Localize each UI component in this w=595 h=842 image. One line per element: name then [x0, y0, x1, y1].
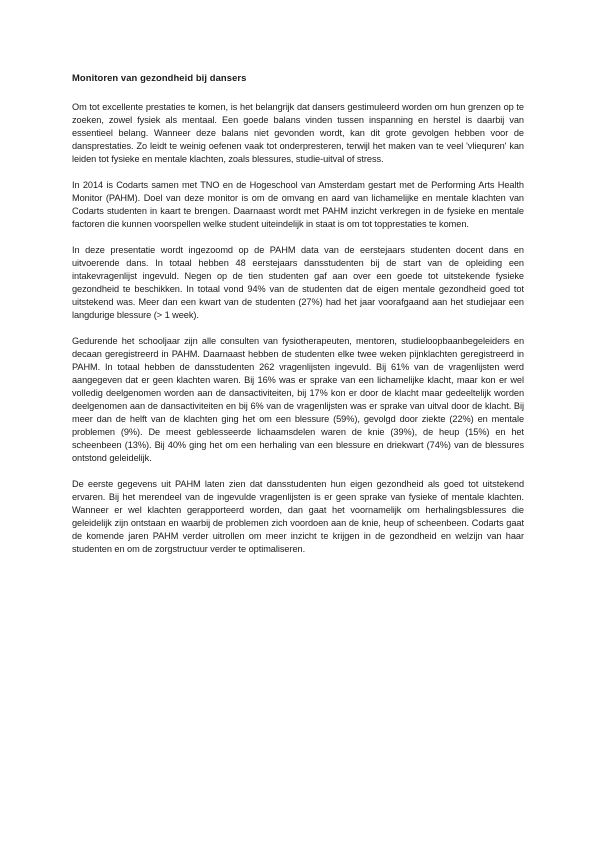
document-page	[72, 72, 524, 569]
paragraph-pahm-background: In 2014 is Codarts samen met TNO en de Hogeschool van Amsterdam gestart met de Performing Arts Health Monitor (PAHM). Doel van deze monitor is om de omvang en aard van lichamelijke en mentale klachten van Codarts studenten in kaart te brengen. Daarnaast wordt met PAHM inzicht verkregen in de fysieke en mentale factoren die kunnen voorspellen welke student uiteindelijk in staat is om tot topprestaties te komen.	[72, 180, 524, 229]
paragraph-first-year-intake: In deze presentatie wordt ingezoomd op de PAHM data van de eerstejaars studenten docent dans en uitvoerende dans. In totaal hebben 48 eerstejaars dansstudenten bij de start van de opleiding een intakevragenlijst ingevuld. Negen op de tien studenten gaf aan over een goede tot uitstekende fysieke gezondheid te beschikken. In totaal vond 94% van de studenten dat de eigen mentale gezondheid goed tot uitstekend was. Meer dan een kwart van de studenten (27%) had het jaar voorafgaand aan het studiejaar een langdurige blessure (> 1 week).	[72, 245, 524, 320]
paragraph-intro: Om tot excellente prestaties te komen, is het belangrijk dat dansers gestimuleerd worden om hun grenzen op te zoeken, zowel fysiek als mentaal. Een goede balans vinden tussen inspanning en herstel is daarbij van essentieel belang. Wanneer deze balans niet gevonden wordt, kan dit grote gevolgen hebben voor de dansprestaties. Zo leidt te weinig oefenen vaak tot onderpresteren, terwijl het maken van te veel 'vliequren' kan leiden tot fysieke en mentale klachten, zoals blessures, studie-uitval of stress.	[72, 102, 524, 164]
paragraph-conclusion: De eerste gegevens uit PAHM laten zien dat dansstudenten hun eigen gezondheid als goed tot uitstekend ervaren. Bij het merendeel van de ingevulde vragenlijsten is er geen sprake van fysieke of mentale klachten. Wanneer er wel klachten gerapporteerd worden, dan gaat het voornamelijk om herhalingsblessures die geleidelijk zijn ontstaan en waarbij de problemen zich voordoen aan de knie, heup of scheenbeen. Codarts gaat de komende jaren PAHM verder uitrollen om meer inzicht te krijgen in de gezondheid en welzijn van haar studenten en om de zorgstructuur verder te optimaliseren.	[72, 479, 524, 554]
document-title: Monitoren van gezondheid bij dansers	[72, 72, 247, 83]
paragraph-registration-results: Gedurende het schooljaar zijn alle consulten van fysiotherapeuten, mentoren, studieloopbaanbegeleiders en decaan geregistreerd in PAHM. Daarnaast hebben de studenten elke twee weken pijnklachten geregistreerd in PAHM. In totaal hebben de dansstudenten 262 vragenlijsten ingevuld. Bij 61% van de vragenlijsten werd aangegeven dat er geen klachten waren. Bij 16% was er sprake van een lichamelijke klacht, maar kon er wel volledig deelgenomen worden aan de dansactiviteiten, bij 17% kon er door de klacht maar gedeeltelijk worden deelgenomen aan de dansactiviteiten en bij 6% van de vragenlijsten was er sprake van uitval door de klacht. Bij meer dan de helft van de klachten ging het om een blessure (59%), gevolgd door ziekte (22%) en mentale problemen (9%). De meest geblesseerde lichaamsdelen waren de knie (39%), de heup (15%) en het scheenbeen (13%). Bij 40% ging het om een herhaling van een blessure en driekwart (74%) van de blessures ontstond geleidelijk.	[72, 336, 524, 463]
